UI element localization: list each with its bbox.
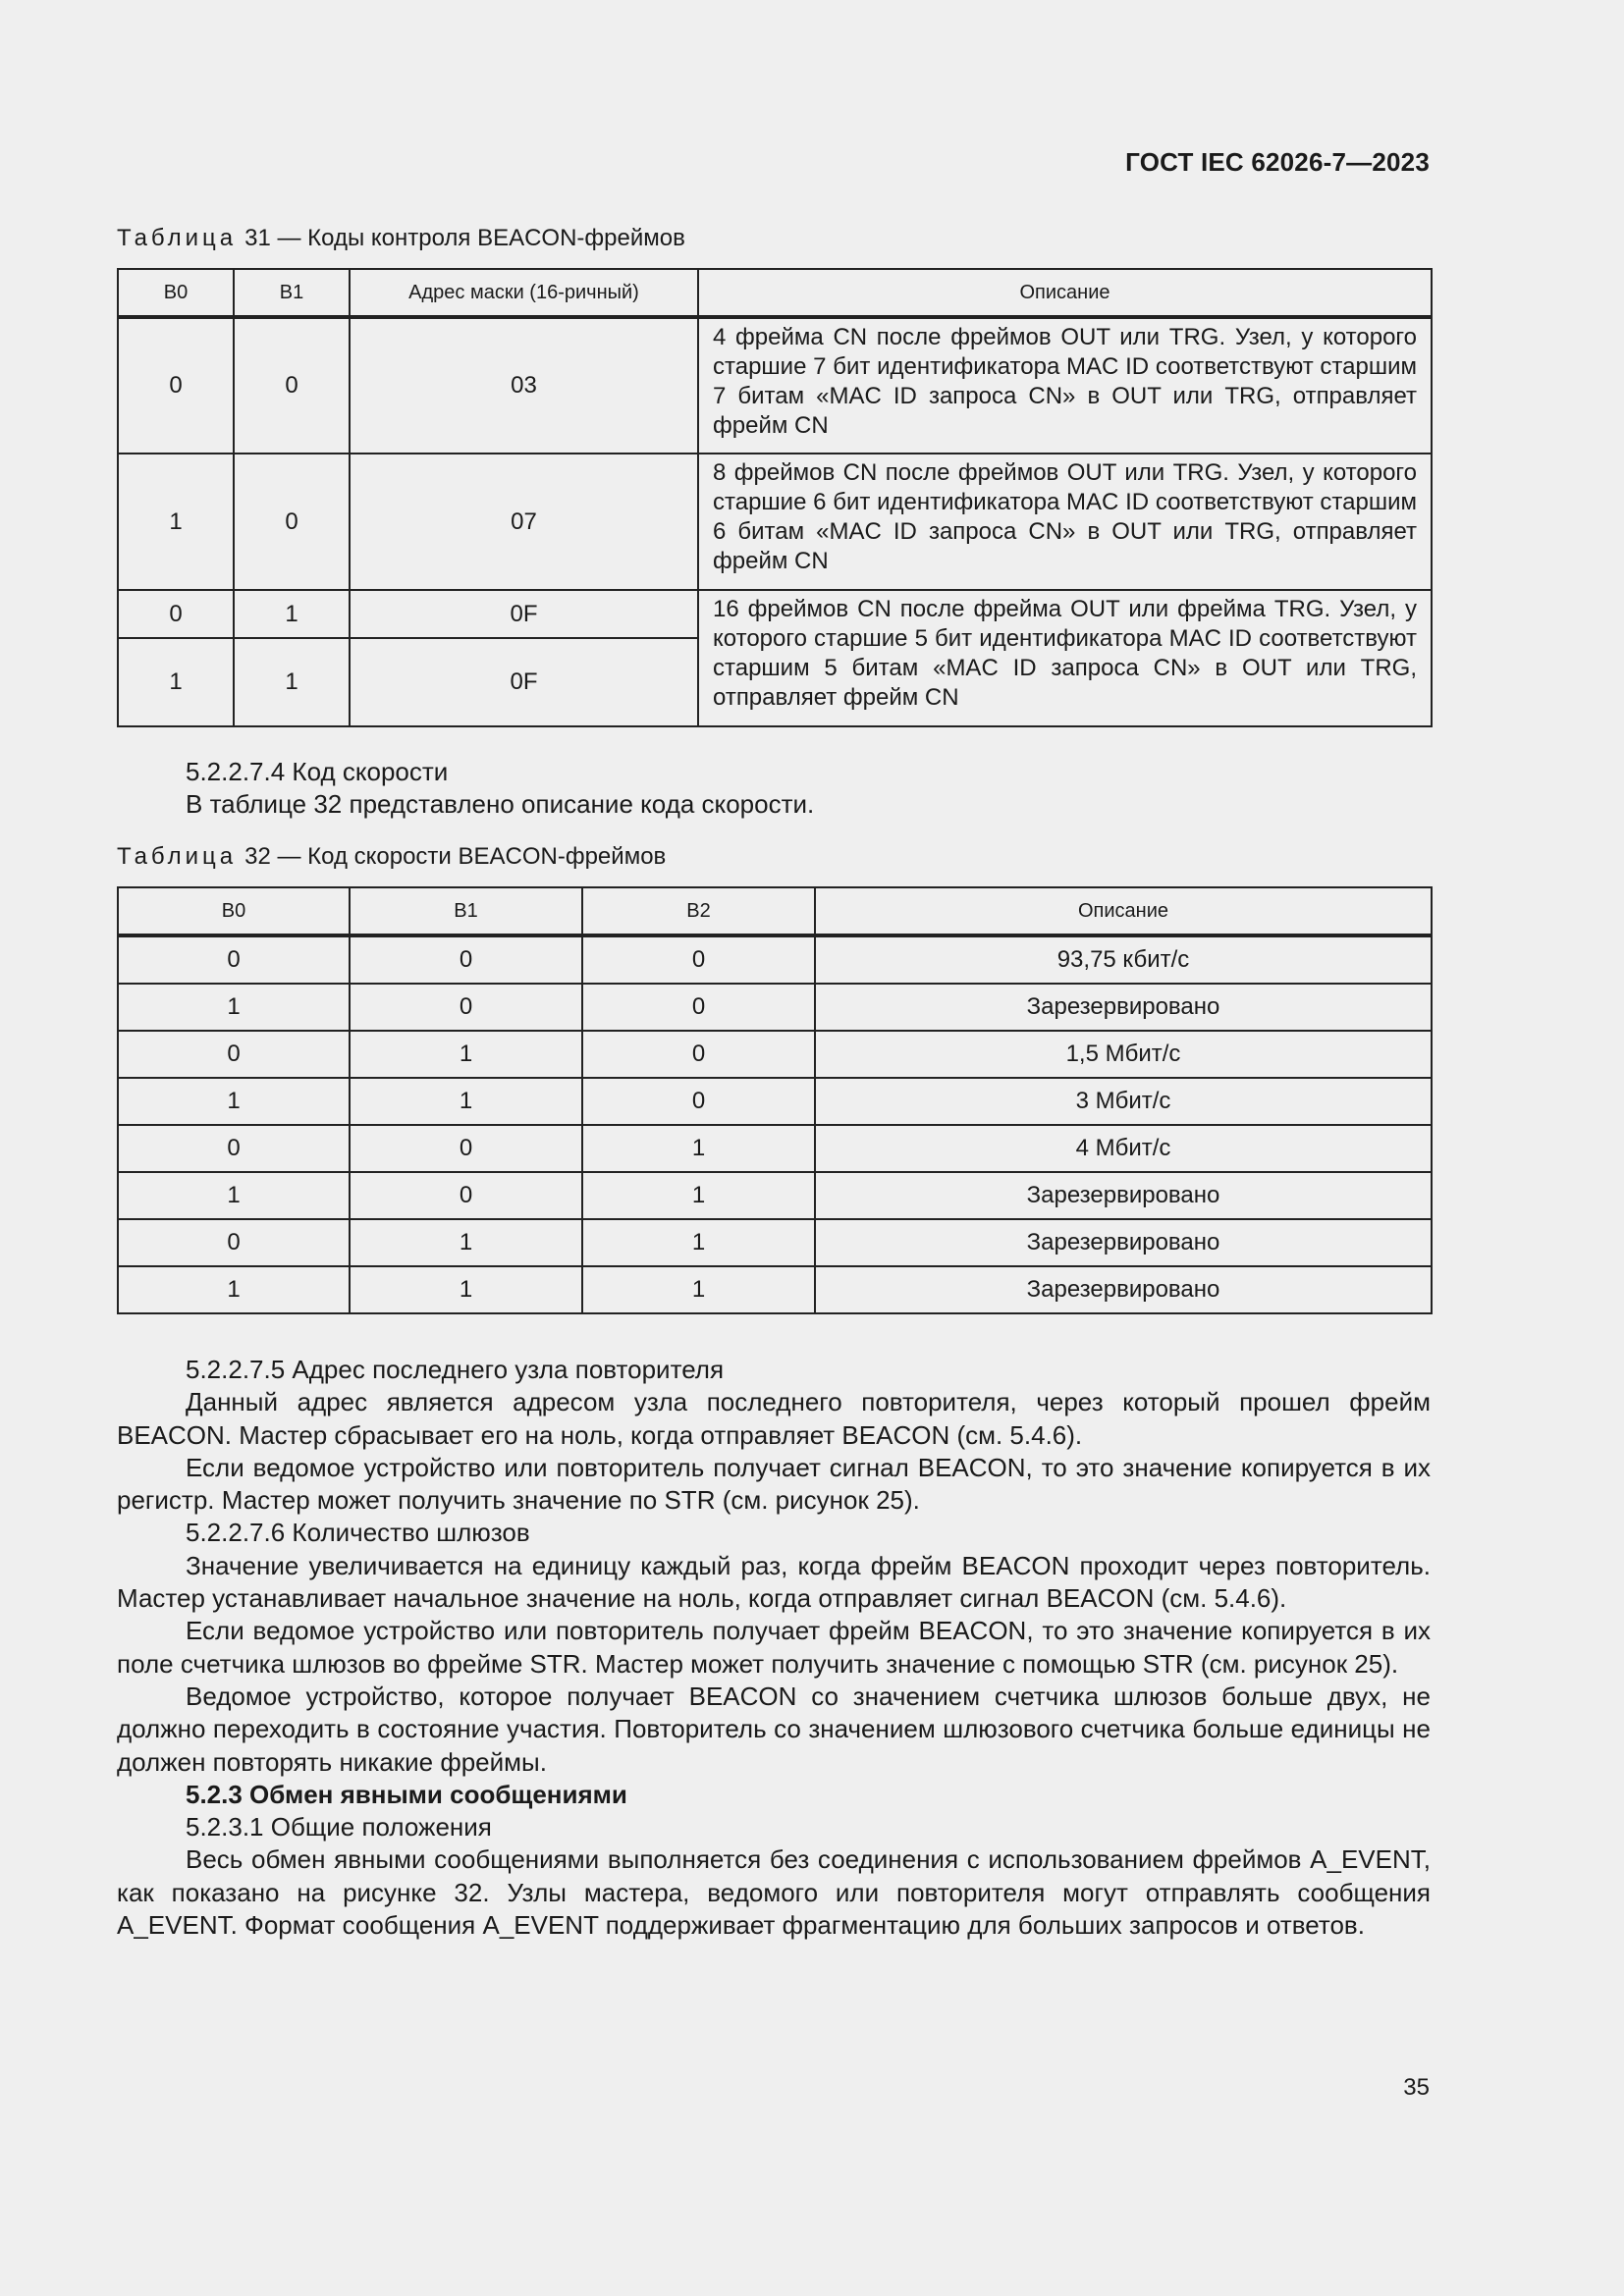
cell-b1: 1 [350, 1266, 582, 1313]
cell-b2: 0 [582, 1078, 815, 1125]
table-31-caption-word: Таблица [117, 225, 238, 251]
cell-mask: 03 [350, 317, 698, 454]
cell-description: 8 фреймов CN после фреймов OUT или TRG. Узел, у которого старшие 6 бит идентификатора MAC ID соответствуют старшим 6 битам «MAC ID запроса CN» в OUT или TRG, отправляет фрейм CN [698, 454, 1432, 590]
cell-description: Зарезервировано [815, 984, 1432, 1031]
cell-b0: 1 [118, 638, 234, 726]
cell-b1: 0 [350, 1172, 582, 1219]
cell-b2: 0 [582, 935, 815, 984]
cell-b2: 1 [582, 1172, 815, 1219]
body-text [117, 1354, 1431, 1942]
table-32-caption-title: 32 — Код скорости BEACON-фреймов [244, 843, 667, 870]
table-row [118, 1172, 1432, 1219]
cell-b1: 1 [234, 590, 350, 638]
cell-b2: 0 [582, 1031, 815, 1078]
cell-b0: 1 [118, 1172, 350, 1219]
column-header-mask: Адрес маски (16-ричный) [350, 269, 698, 317]
cell-b0: 0 [118, 935, 350, 984]
cell-b0: 0 [118, 1031, 350, 1078]
cell-description: Зарезервировано [815, 1172, 1432, 1219]
section-heading-5-2-2-7-6: 5.2.2.7.6 Количество шлюзов [186, 1518, 530, 1548]
paragraph: Если ведомое устройство или повторитель получает сигнал BEACON, то это значение копируется в их регистр. Мастер может получить значение по STR (см. рисунок 25). [117, 1452, 1431, 1516]
section-heading-5-2-2-7-5: 5.2.2.7.5 Адрес последнего узла повторителя [186, 1355, 725, 1384]
table-31 [117, 268, 1433, 727]
table-row [118, 317, 1432, 454]
paragraph: Если ведомое устройство или повторитель получает фрейм BEACON, то это значение копируется в их поле счетчика шлюзов во фрейме STR. Мастер может получить значение с помощью STR (см. рисунок 25). [117, 1616, 1431, 1679]
table-row [118, 1266, 1432, 1313]
section-heading: 5.2.2.7.4 Код скорости [186, 757, 449, 786]
column-header-b0: B0 [118, 269, 234, 317]
cell-description: 4 фрейма CN после фреймов OUT или TRG. Узел, у которого старшие 7 бит идентификатора MAC ID соответствуют старшим 7 битам «MAC ID запроса CN» в OUT или TRG, отправляет фрейм CN [698, 317, 1432, 454]
cell-description: Зарезервировано [815, 1219, 1432, 1266]
cell-b1: 0 [350, 935, 582, 984]
cell-description: 3 Мбит/с [815, 1078, 1432, 1125]
table-row [118, 1125, 1432, 1172]
cell-b1: 1 [234, 638, 350, 726]
cell-b2: 1 [582, 1266, 815, 1313]
section-5-2-2-7-4 [117, 756, 1431, 822]
table-32-caption-word: Таблица [117, 843, 238, 870]
cell-b1: 1 [350, 1031, 582, 1078]
paragraph: Ведомое устройство, которое получает BEACON со значением счетчика шлюзов больше двух, не должно переходить в состояние участия. Повторитель со значением шлюзового счетчика больше единицы не должен повторять никакие фреймы. [117, 1681, 1431, 1777]
cell-mask: 07 [350, 454, 698, 590]
cell-description: Зарезервировано [815, 1266, 1432, 1313]
cell-b0: 0 [118, 590, 234, 638]
column-header-description: Описание [698, 269, 1432, 317]
column-header-b1: B1 [234, 269, 350, 317]
table-row [118, 1078, 1432, 1125]
cell-description: 4 Мбит/с [815, 1125, 1432, 1172]
cell-b1: 1 [350, 1219, 582, 1266]
section-heading-5-2-3-1: 5.2.3.1 Общие положения [186, 1812, 492, 1842]
table-row [118, 1219, 1432, 1266]
cell-b0: 0 [118, 317, 234, 454]
cell-b1: 1 [350, 1078, 582, 1125]
paragraph: Весь обмен явными сообщениями выполняется без соединения с использованием фреймов A_EVENT, как показано на рисунке 32. Узлы мастера, ведомого или повторителя могут отправлять сообщения A_EVENT. Формат сообщения A_EVENT поддерживает фрагментацию для больших запросов и ответов. [117, 1844, 1431, 1941]
table-row [118, 984, 1432, 1031]
document-id-header: ГОСТ IEC 62026-7—2023 [1125, 147, 1430, 177]
column-header-description: Описание [815, 887, 1432, 935]
cell-description: 93,75 кбит/с [815, 935, 1432, 984]
table-row [118, 1031, 1432, 1078]
cell-b1: 0 [234, 317, 350, 454]
cell-b2: 0 [582, 984, 815, 1031]
table-31-caption [117, 225, 685, 252]
section-heading-5-2-3: 5.2.3 Обмен явными сообщениями [186, 1779, 627, 1809]
cell-b2: 1 [582, 1125, 815, 1172]
column-header-b0: B0 [118, 887, 350, 935]
cell-b0: 0 [118, 1219, 350, 1266]
cell-b0: 1 [118, 1078, 350, 1125]
column-header-b1: B1 [350, 887, 582, 935]
cell-b0: 0 [118, 1125, 350, 1172]
cell-b0: 1 [118, 454, 234, 590]
cell-b0: 1 [118, 1266, 350, 1313]
cell-b1: 0 [350, 1125, 582, 1172]
table-row [118, 454, 1432, 590]
paragraph: Значение увеличивается на единицу каждый раз, когда фрейм BEACON проходит через повторитель. Мастер устанавливает начальное значение на ноль, когда отправляет сигнал BEACON (см. 5.4.6). [117, 1550, 1431, 1614]
paragraph: В таблице 32 представлено описание кода скорости. [186, 789, 815, 820]
table-header-row [118, 269, 1432, 317]
cell-mask: 0F [350, 590, 698, 638]
table-31-caption-title: 31 — Коды контроля BEACON-фреймов [244, 225, 685, 251]
paragraph: Данный адрес является адресом узла последнего повторителя, через который прошел фрейм BEACON. Мастер сбрасывает его на ноль, когда отправляет BEACON (см. 5.4.6). [117, 1387, 1431, 1450]
cell-b0: 1 [118, 984, 350, 1031]
table-32 [117, 886, 1433, 1314]
cell-b1: 0 [350, 984, 582, 1031]
column-header-b2: B2 [582, 887, 815, 935]
table-32-caption [117, 843, 666, 871]
cell-description: 1,5 Мбит/с [815, 1031, 1432, 1078]
cell-mask: 0F [350, 638, 698, 726]
table-row [118, 935, 1432, 984]
page-number: 35 [1403, 2074, 1430, 2101]
cell-b2: 1 [582, 1219, 815, 1266]
cell-b1: 0 [234, 454, 350, 590]
table-row [118, 590, 1432, 638]
cell-description: 16 фреймов CN после фрейма OUT или фрейма TRG. Узел, у которого старшие 5 бит идентификатора MAC ID соответствуют старшим 5 битам «MAC ID запроса CN» в OUT или TRG, отправляет фрейм CN [698, 590, 1432, 726]
table-header-row [118, 887, 1432, 935]
